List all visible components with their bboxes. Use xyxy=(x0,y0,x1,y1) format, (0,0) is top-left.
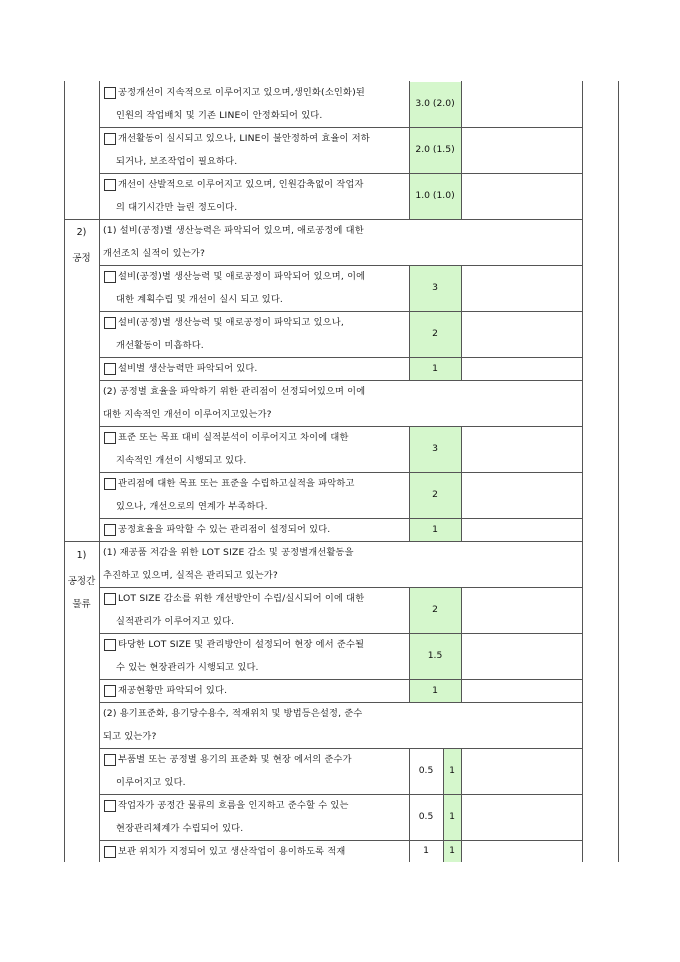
question-text: 추진하고 있으며, 실적은 관리되고 있는가? xyxy=(103,570,278,581)
column-rule xyxy=(409,794,410,840)
category-process-name: 공정 xyxy=(72,253,91,264)
score-value: 3.0 (2.0) xyxy=(415,98,455,109)
score-value: 2 xyxy=(432,489,438,500)
checkbox[interactable] xyxy=(104,271,116,283)
column-rule xyxy=(409,265,410,311)
option-text: 인원의 작업배치 및 기존 LINE이 안정화되어 있다. xyxy=(116,110,323,121)
column-rule xyxy=(461,518,462,541)
column-rule xyxy=(409,587,410,633)
option-text: 개선이 산발적으로 이루어지고 있으며, 인원감축없이 작업자 xyxy=(118,179,364,190)
checkbox[interactable] xyxy=(104,133,116,145)
category-logistics-number: 1) xyxy=(76,550,87,561)
column-rule xyxy=(409,748,410,794)
row-rule xyxy=(99,127,582,128)
row-rule xyxy=(99,265,582,266)
column-rule xyxy=(64,81,65,862)
checkbox[interactable] xyxy=(104,363,116,375)
column-rule xyxy=(409,127,410,173)
option-text: 공정개선이 지속적으로 이루어지고 있으며,생인화(소인화)된 xyxy=(118,87,365,98)
checkbox[interactable] xyxy=(104,800,116,812)
score-value: 2.0 (1.5) xyxy=(415,144,455,155)
row-rule xyxy=(99,679,582,680)
option-text: 설비별 생산능력만 파악되어 있다. xyxy=(118,363,258,374)
question-text: 개선조치 실적이 있는가? xyxy=(103,248,206,259)
question-text: (1) 재공품 저감을 위한 LOT SIZE 감소 및 공정별개선활동을 xyxy=(103,547,354,558)
option-text: 수 있는 현장관리가 시행되고 있다. xyxy=(116,662,259,673)
row-rule xyxy=(99,472,582,473)
checkbox[interactable] xyxy=(104,179,116,191)
column-rule xyxy=(443,794,444,840)
column-rule xyxy=(409,311,410,357)
category-logistics-name: 공정간 xyxy=(67,576,96,587)
checkbox[interactable] xyxy=(104,593,116,605)
column-rule xyxy=(461,472,462,518)
row-rule xyxy=(99,357,582,358)
column-rule xyxy=(461,748,462,794)
row-rule xyxy=(99,748,582,749)
column-rule xyxy=(409,840,410,862)
score-value-2: 1 xyxy=(449,845,455,856)
checkbox[interactable] xyxy=(104,524,116,536)
question-text: (2) 용기표준화, 용기당수용수, 적재위치 및 방법등은설정, 준수 xyxy=(103,708,363,719)
score-value: 2 xyxy=(432,604,438,615)
column-rule xyxy=(461,357,462,380)
column-rule xyxy=(461,794,462,840)
column-rule xyxy=(461,840,462,862)
checkbox[interactable] xyxy=(104,87,116,99)
row-rule xyxy=(99,518,582,519)
option-text: 표준 또는 목표 대비 실적분석이 이루어지고 차이에 대한 xyxy=(118,432,349,443)
score-value-2: 1 xyxy=(449,811,455,822)
row-rule xyxy=(99,794,582,795)
option-text: 관리점에 대한 목표 또는 표준을 수립하고실적을 파악하고 xyxy=(118,478,355,489)
row-rule xyxy=(99,633,582,634)
option-text: 부품별 또는 공정별 용기의 표준화 및 현장 에서의 준수가 xyxy=(118,754,352,765)
option-text: 개선활동이 미흡하다. xyxy=(116,340,204,351)
category-process-number: 2) xyxy=(76,227,87,238)
checkbox[interactable] xyxy=(104,846,116,858)
column-rule xyxy=(461,426,462,472)
checkbox[interactable] xyxy=(104,639,116,651)
score-value: 3 xyxy=(432,443,438,454)
column-rule xyxy=(409,426,410,472)
score-value: 1 xyxy=(432,523,438,535)
option-text: 되거나, 보조작업이 필요하다. xyxy=(116,156,238,167)
row-rule xyxy=(99,311,582,312)
score-value: 1 xyxy=(423,845,429,856)
score-value: 1.0 (1.0) xyxy=(415,190,455,201)
question-text: 되고 있는가? xyxy=(103,731,157,742)
option-text: 이루어지고 있다. xyxy=(116,777,186,788)
question-text: (2) 공정별 효율을 파악하기 위한 관리점이 선정되어있으며 이에 xyxy=(103,386,366,397)
question-text: 대한 지속적인 개선이 이루어지고있는가? xyxy=(103,409,272,420)
option-text: 지속적인 개선이 시행되고 있다. xyxy=(116,455,247,466)
option-text: 타당한 LOT SIZE 및 관리방안이 설정되어 현장 에서 준수될 xyxy=(118,639,365,650)
score-value: 2 xyxy=(432,328,438,339)
score-value: 1.5 xyxy=(427,650,443,661)
column-rule xyxy=(618,81,619,862)
option-text: 대한 계획수립 및 개선이 실시 되고 있다. xyxy=(116,294,284,305)
column-rule xyxy=(443,840,444,862)
score-value: 3 xyxy=(432,282,438,293)
option-text: 재공현황만 파악되어 있다. xyxy=(118,685,228,696)
row-rule xyxy=(99,587,582,588)
option-text: 있으나, 개선으로의 연계가 부족하다. xyxy=(116,501,268,512)
row-rule xyxy=(64,219,582,220)
column-rule xyxy=(409,518,410,541)
column-rule xyxy=(443,748,444,794)
option-text: 설비(공정)별 생산능력 및 애로공정이 파악되어 있으며, 이에 xyxy=(118,271,366,282)
column-rule xyxy=(461,633,462,679)
category-logistics-name-2: 물류 xyxy=(72,599,91,610)
option-text: 설비(공정)별 생산능력 및 애로공정이 파악되고 있으나, xyxy=(118,317,344,328)
question-text: (1) 설비(공정)별 생산능력은 파악되어 있으며, 애로공정에 대한 xyxy=(103,225,364,236)
row-rule xyxy=(64,541,582,542)
column-rule xyxy=(461,81,462,127)
option-text: 실적관리가 이루어지고 있다. xyxy=(116,616,235,627)
column-rule xyxy=(461,265,462,311)
checkbox[interactable] xyxy=(104,432,116,444)
option-text: 작업자가 공정간 물류의 흐름을 인지하고 준수할 수 있는 xyxy=(118,800,349,811)
column-rule xyxy=(409,472,410,518)
option-text: 현장관리체계가 수립되어 있다. xyxy=(116,823,244,834)
row-rule xyxy=(99,380,582,381)
column-rule xyxy=(409,173,410,219)
row-rule xyxy=(99,173,582,174)
column-rule xyxy=(461,311,462,357)
row-rule xyxy=(99,702,582,703)
checkbox[interactable] xyxy=(104,317,116,329)
option-text: 의 대기시간만 늘린 정도이다. xyxy=(116,202,238,213)
row-rule xyxy=(99,426,582,427)
option-text: 보관 위치가 지정되어 있고 생산작업이 용이하도록 적재 xyxy=(118,846,346,857)
row-rule xyxy=(99,840,582,841)
score-value: 1 xyxy=(432,362,438,374)
option-text: 공정효율을 파악할 수 있는 관리점이 설정되어 있다. xyxy=(118,524,331,535)
column-rule xyxy=(409,357,410,380)
score-value-2: 1 xyxy=(449,765,455,776)
score-value: 0.5 xyxy=(418,765,434,776)
checkbox[interactable] xyxy=(104,685,116,697)
column-rule xyxy=(461,127,462,173)
score-value: 1 xyxy=(432,684,438,696)
column-rule xyxy=(461,587,462,633)
checkbox[interactable] xyxy=(104,478,116,490)
column-rule xyxy=(461,679,462,702)
option-text: 개선활동이 실시되고 있으나, LINE이 불안정하여 효율이 저하 xyxy=(118,133,370,144)
column-rule xyxy=(409,679,410,702)
column-rule xyxy=(409,81,410,127)
score-value: 0.5 xyxy=(418,811,434,822)
column-rule xyxy=(409,633,410,679)
column-rule xyxy=(461,173,462,219)
checkbox[interactable] xyxy=(104,754,116,766)
option-text: LOT SIZE 감소를 위한 개선방안이 수립/실시되어 이에 대한 xyxy=(118,593,365,604)
column-rule xyxy=(582,81,583,862)
